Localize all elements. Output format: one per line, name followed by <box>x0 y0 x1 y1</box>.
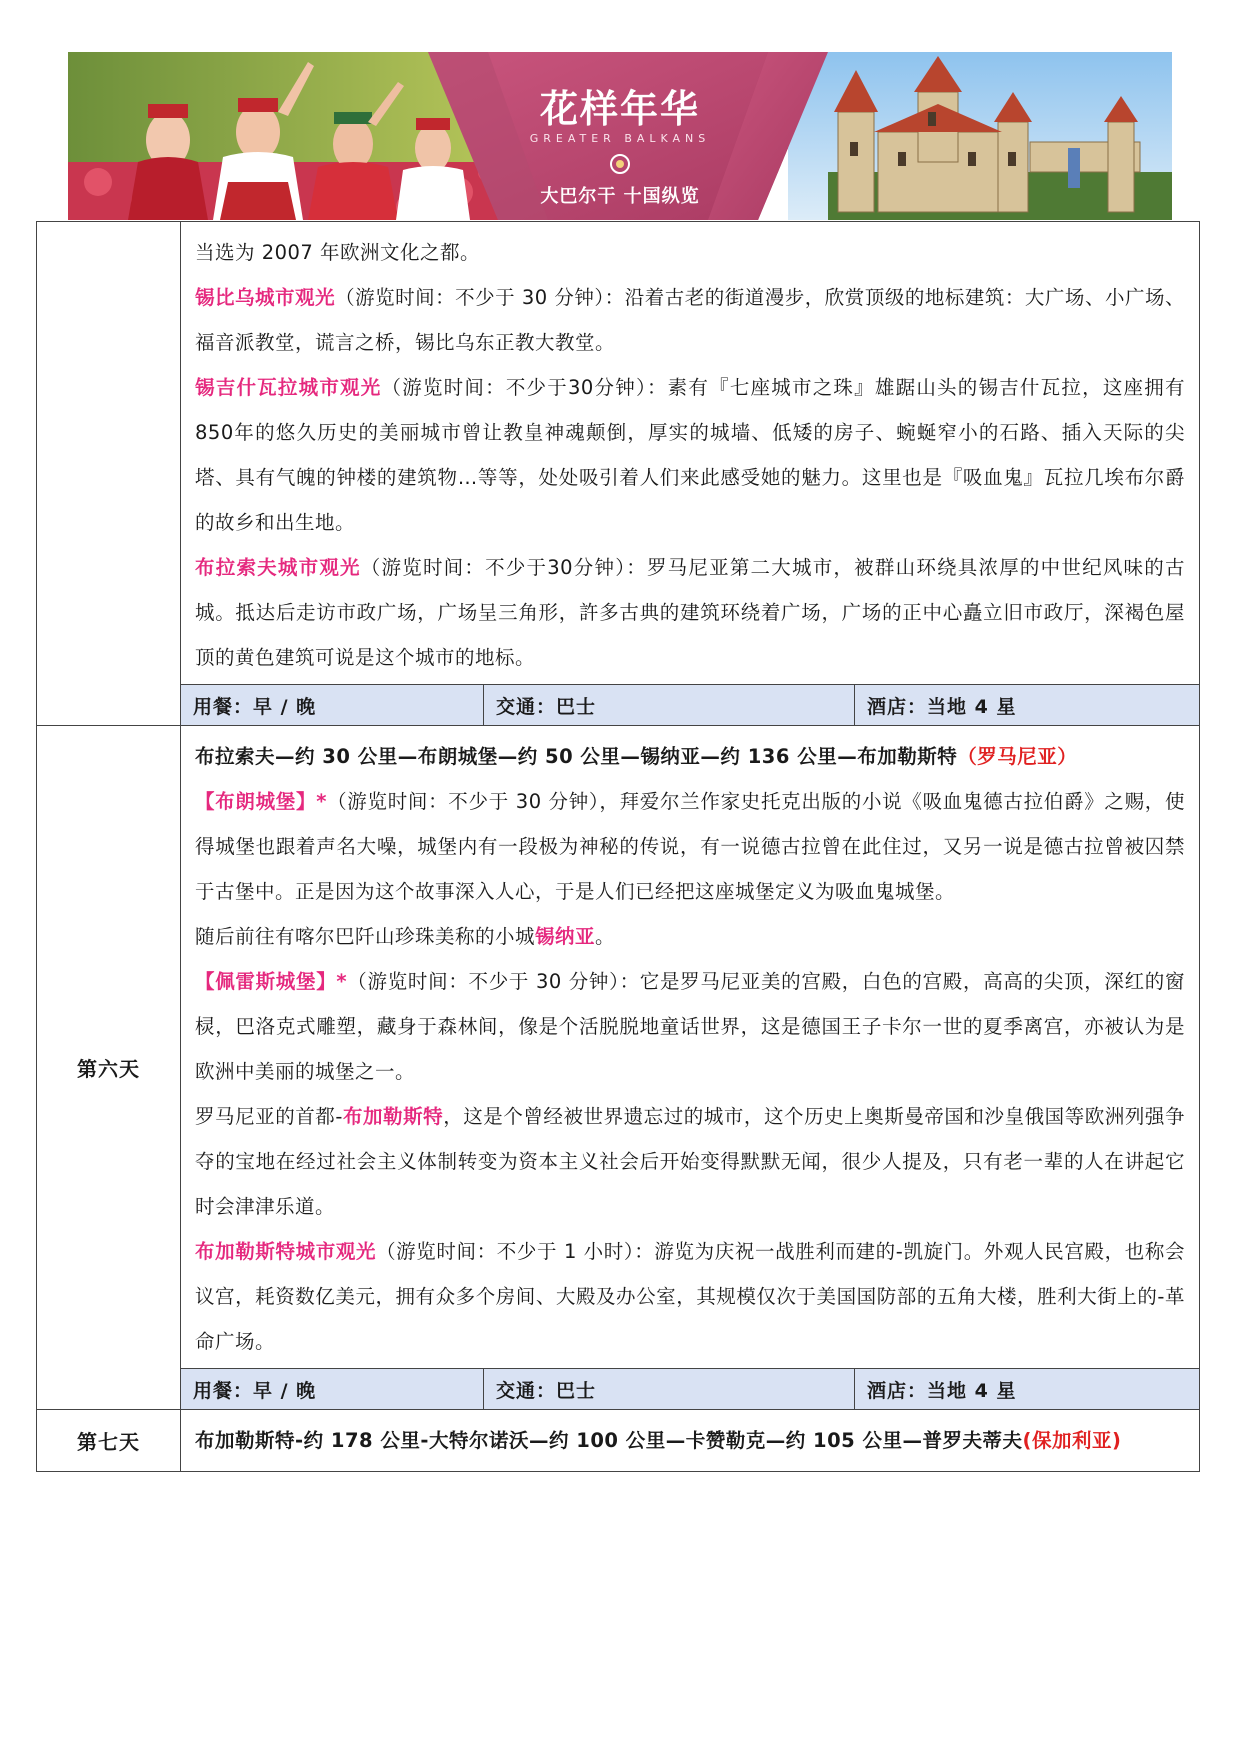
bucharest-post: ，这是个曾经被世界遗忘过的城市，这个历史上奥斯曼帝国和沙皇俄国等欧洲列强争夺的宝地在经过社会主义体制转变为资本主义社会后开始变得默默无闻，很少人提及，只有老一辈的人在讲起它时会津津乐道。 <box>195 1105 1185 1218</box>
sighisoara-body: （游览时间：不少于30分钟）：素有『七座城市之珠』雄踞山头的锡吉什瓦拉，这座拥有850年的悠久历史的美丽城市曾让教皇神魂颠倒，厚实的城墙、低矮的房子、蜿蜒窄小的石路、插入天际的尖塔、具有气魄的钟楼的建筑物…等等，处处吸引着人们来此感受她的魅力。这里也是『吸血鬼』瓦拉几埃布尔爵的故乡和出生地。 <box>195 376 1185 534</box>
brasov-body: （游览时间：不少于30分钟）：罗马尼亚第二大城市，被群山环绕具浓厚的中世纪风味的古城。抵达后走访市政广场，广场呈三角形，許多古典的建筑环绕着广场，广场的正中心矗立旧市政厅，深褐色屋顶的黄色建筑可说是这个城市的地标。 <box>195 556 1185 669</box>
day6-route <box>195 734 1185 779</box>
day6-bucharest-paragraph <box>195 1094 1185 1229</box>
day5-meals: 用餐：早 / 晚 <box>181 685 484 725</box>
day6-info-bar <box>181 1368 1199 1409</box>
banner-title: 花样年华 <box>539 86 700 131</box>
day5-brasov-paragraph <box>195 545 1185 680</box>
day5-info-bar <box>181 684 1199 725</box>
day5-content-cell <box>181 222 1200 726</box>
day5-transport: 交通：巴士 <box>484 685 855 725</box>
day7-route-country: (保加利亚) <box>1022 1429 1122 1452</box>
sighisoara-title: 锡吉什瓦拉城市观光 <box>195 376 382 399</box>
day6-transport: 交通：巴士 <box>484 1369 855 1409</box>
sinaia-pre: 随后前往有喀尔巴阡山珍珠美称的小城 <box>195 925 536 948</box>
banner-english-subtitle: GREATER BALKANS <box>529 132 711 145</box>
bran-castle-body: （游览时间：不少于 30 分钟），拜爱尔兰作家史托克出版的小说《吸血鬼德古拉伯爵》之赐，使得城堡也跟着声名大噪，城堡内有一段极为神秘的传说，有一说德古拉曾在此住过，又另一说是德古拉曾被囚禁于古堡中。正是因为这个故事深入人心，于是人们已经把这座城堡定义为吸血鬼城堡。 <box>195 790 1185 903</box>
day7-label: 第七天 <box>37 1410 181 1472</box>
day6-route-text: 布拉索夫—约 30 公里—布朗城堡—约 50 公里—锡纳亚—约 136 公里—布加勒斯特 <box>195 745 958 768</box>
day7-row <box>37 1410 1200 1472</box>
day6-hotel: 酒店：当地 4 星 <box>867 1380 1017 1402</box>
day5-sighisoara-paragraph <box>195 365 1185 545</box>
bran-castle-title: 【布朗城堡】* <box>195 790 327 813</box>
bucharest-highlight: 布加勒斯特 <box>342 1105 444 1128</box>
day6-route-country: （罗马尼亚） <box>957 745 1078 768</box>
day6-bran-paragraph <box>195 779 1185 914</box>
bucharest-pre: 罗马尼亚的首都- <box>195 1105 343 1128</box>
day5-hotel: 酒店：当地 4 星 <box>867 696 1017 718</box>
day7-route <box>195 1418 1185 1463</box>
day6-label: 第六天 <box>37 726 181 1410</box>
brasov-title: 布拉索夫城市观光 <box>195 556 361 579</box>
day6-meals: 用餐：早 / 晚 <box>181 1369 484 1409</box>
day5-label-cell <box>37 222 181 726</box>
sibiu-title: 锡比乌城市观光 <box>195 286 336 309</box>
day6-content-cell <box>181 726 1200 1410</box>
day5-intro-text: 当选为 2007 年欧洲文化之都。 <box>195 241 481 264</box>
peles-castle-body: （游览时间：不少于 30 分钟）：它是罗马尼亚美的宫殿，白色的宫殿，高高的尖顶，深红的窗棂，巴洛克式雕塑，藏身于森林间，像是个活脱脱地童话世界，这是德国王子卡尔一世的夏季离宫，亦被认为是欧洲中美丽的城堡之一。 <box>195 970 1185 1083</box>
bucharest-tour-title: 布加勒斯特城市观光 <box>195 1240 377 1263</box>
day7-content-cell <box>181 1410 1200 1472</box>
day5-sibiu-paragraph <box>195 275 1185 365</box>
sinaia-highlight: 锡纳亚 <box>535 925 596 948</box>
day6-peles-paragraph <box>195 959 1185 1094</box>
bucharest-tour-body: （游览时间：不少于 1 小时）：游览为庆祝一战胜利而建的-凯旋门。外观人民宫殿，也称会议宫，耗资数亿美元，拥有众多个房间、大殿及办公室，其规模仅次于美国国防部的五角大楼，胜利大街上的-革命广场。 <box>195 1240 1185 1353</box>
banner-subtitle: 大巴尔干 十国纵览 <box>540 186 700 207</box>
day6-row <box>37 726 1200 1410</box>
day7-route-text: 布加勒斯特-约 178 公里-大特尔诺沃—约 100 公里—卡赞勒克—约 105 公里—普罗夫蒂夫 <box>195 1429 1023 1452</box>
day6-sinaia-paragraph <box>195 914 1185 959</box>
header-banner <box>68 52 1172 220</box>
day6-bucharest-tour-paragraph <box>195 1229 1185 1364</box>
peles-castle-title: 【佩雷斯城堡】* <box>195 970 348 993</box>
itinerary-table <box>36 221 1200 1472</box>
sinaia-post: 。 <box>595 925 616 948</box>
day5-row <box>37 222 1200 726</box>
sibiu-body: （游览时间：不少于 30 分钟）：沿着古老的街道漫步，欣赏顶级的地标建筑：大广场、小广场、福音派教堂，谎言之桥，锡比乌东正教大教堂。 <box>195 286 1185 354</box>
